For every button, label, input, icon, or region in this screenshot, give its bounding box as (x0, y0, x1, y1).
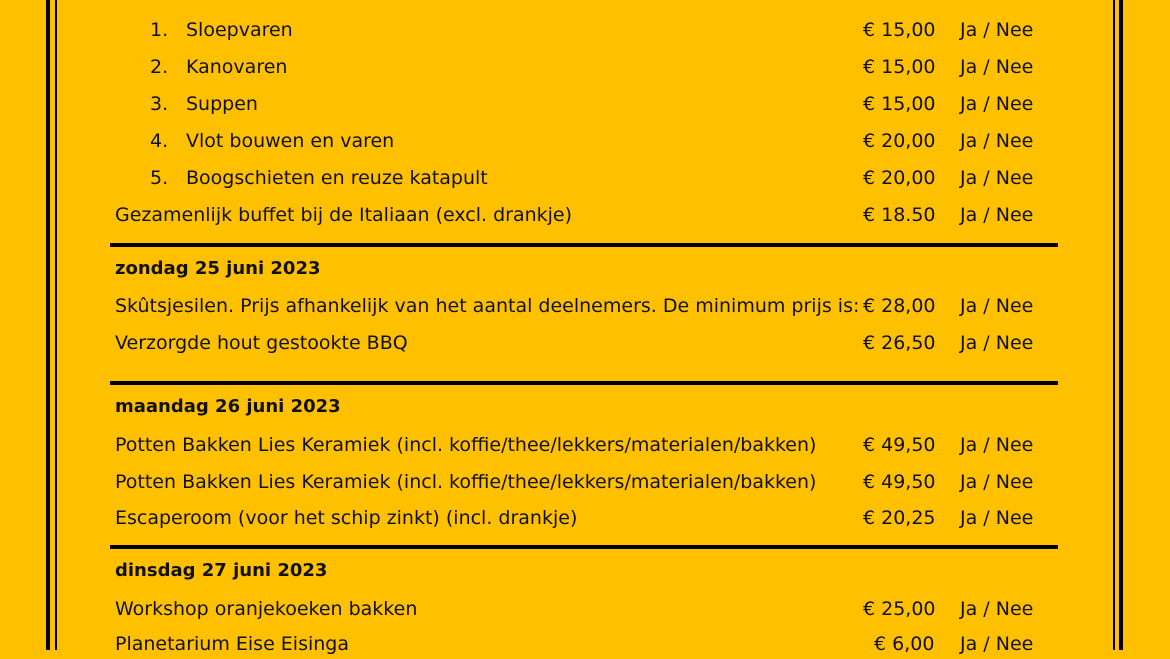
yes-no-choice[interactable]: Ja / Nee (960, 507, 1034, 529)
yes-no-choice[interactable]: Ja / Nee (960, 471, 1034, 493)
yes-no-choice[interactable]: Ja / Nee (960, 434, 1034, 456)
item-label: Gezamenlijk buffet bij de Italiaan (excl. drankje) (115, 204, 573, 226)
activity-row (0, 163, 1170, 193)
item-label: Potten Bakken Lies Keramiek (incl. koffie/thee/lekkers/materialen/bakken) (115, 434, 817, 456)
item-number: 5. (150, 167, 169, 189)
activity-row (0, 89, 1170, 119)
item-label: Skûtsjesilen. Prijs afhankelijk van het aantal deelnemers. De minimum prijs is: (115, 295, 860, 317)
item-number: 1. (150, 19, 169, 41)
yes-no-choice[interactable]: Ja / Nee (960, 130, 1034, 152)
item-price: € 25,00 (863, 598, 936, 620)
section-divider (110, 545, 1058, 549)
item-price: € 26,50 (863, 332, 936, 354)
item-price: € 18.50 (863, 204, 936, 226)
item-number: 2. (150, 56, 169, 78)
section-divider (110, 243, 1058, 247)
yes-no-choice[interactable]: Ja / Nee (960, 332, 1034, 354)
activity-row (0, 52, 1170, 82)
item-label: Workshop oranjekoeken bakken (115, 598, 418, 620)
item-label: Kanovaren (186, 56, 288, 78)
item-label: Vlot bouwen en varen (186, 130, 395, 152)
yes-no-choice[interactable]: Ja / Nee (960, 633, 1034, 655)
item-price: € 20,00 (863, 130, 936, 152)
item-label: Verzorgde hout gestookte BBQ (115, 332, 408, 354)
activity-row (0, 15, 1170, 45)
yes-no-choice[interactable]: Ja / Nee (960, 19, 1034, 41)
item-price: € 28,00 (863, 295, 936, 317)
item-label: Sloepvaren (186, 19, 293, 41)
item-number: 3. (150, 93, 169, 115)
activity-row (0, 430, 1170, 460)
item-price: € 15,00 (863, 56, 936, 78)
day-heading: zondag 25 juni 2023 (115, 258, 321, 279)
item-number: 4. (150, 130, 169, 152)
activity-row (0, 629, 1170, 659)
yes-no-choice[interactable]: Ja / Nee (960, 167, 1034, 189)
item-price: € 20,00 (863, 167, 936, 189)
item-price: € 49,50 (863, 471, 936, 493)
item-price: € 15,00 (863, 93, 936, 115)
yes-no-choice[interactable]: Ja / Nee (960, 204, 1034, 226)
activity-row (0, 594, 1170, 624)
activity-row (0, 467, 1170, 497)
yes-no-choice[interactable]: Ja / Nee (960, 295, 1034, 317)
activity-row (0, 291, 1170, 321)
item-label: Boogschieten en reuze katapult (186, 167, 488, 189)
yes-no-choice[interactable]: Ja / Nee (960, 598, 1034, 620)
item-price: € 6,00 (874, 633, 935, 655)
item-label: Potten Bakken Lies Keramiek (incl. koffie/thee/lekkers/materialen/bakken) (115, 471, 817, 493)
activity-row (0, 200, 1170, 230)
item-label: Suppen (186, 93, 258, 115)
activity-row (0, 328, 1170, 358)
item-price: € 49,50 (863, 434, 936, 456)
item-label: Planetarium Eise Eisinga (115, 633, 350, 655)
yes-no-choice[interactable]: Ja / Nee (960, 93, 1034, 115)
item-label: Escaperoom (voor het schip zinkt) (incl. drankje) (115, 507, 578, 529)
day-heading: maandag 26 juni 2023 (115, 396, 341, 417)
activity-row (0, 126, 1170, 156)
yes-no-choice[interactable]: Ja / Nee (960, 56, 1034, 78)
item-price: € 15,00 (863, 19, 936, 41)
activity-row (0, 503, 1170, 533)
section-divider (110, 381, 1058, 385)
day-heading: dinsdag 27 juni 2023 (115, 560, 328, 581)
item-price: € 20,25 (863, 507, 936, 529)
